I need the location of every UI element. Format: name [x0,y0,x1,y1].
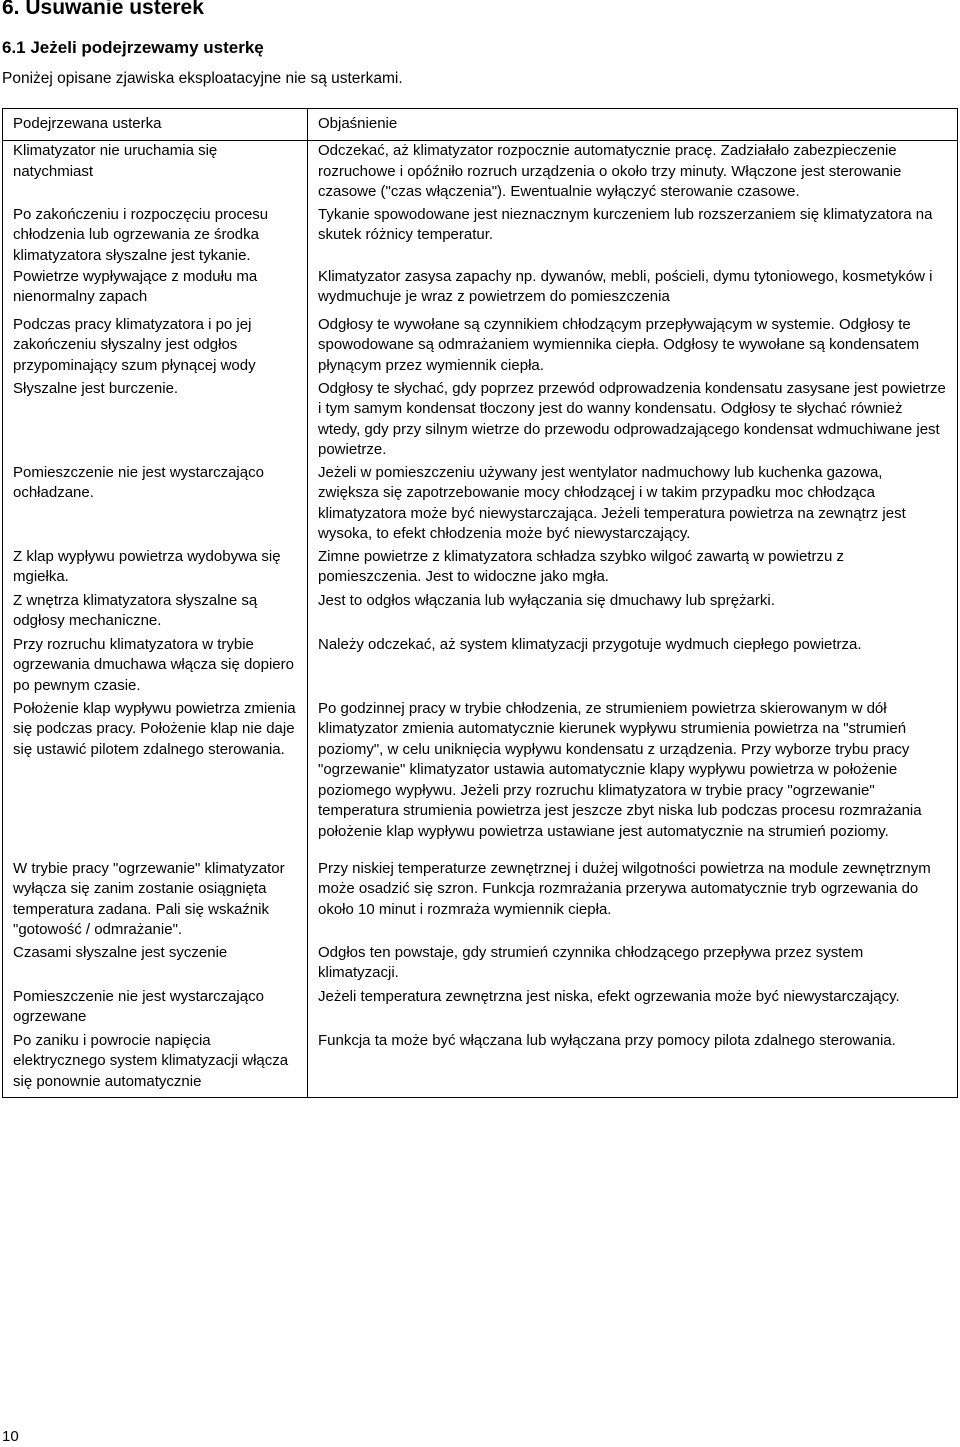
explanation-cell: Jest to odgłos włączania lub wyłączania się dmuchawy lub sprężarki. [318,591,775,609]
explanation-cell: Jeżeli temperatura zewnętrzna jest niska, efekt ogrzewania może być niewystarczający. [318,987,900,1005]
explanation-cell: Funkcja ta może być włączana lub wyłączana przy pomocy pilota zdalnego sterowania. [318,1031,896,1049]
table-row [3,943,958,987]
intro-text: Poniżej opisane zjawiska eksploatacyjne nie są usterkami. [2,70,403,87]
table-row [3,987,958,1031]
problem-cell: Pomieszczenie nie jest wystarczająco ogrzewane [3,987,308,1031]
explanation-cell: Tykanie spowodowane jest nieznacznym kurczeniem lub rozszerzaniem się klimatyzatora na skutek różnicy temperatur. [318,205,933,243]
column-header-explanation: Objaśnienie [308,109,958,141]
column-header-problem: Podejrzewana usterka [3,109,308,141]
explanation-cell: Przy niskiej temperaturze zewnętrznej i dużej wilgotności powietrza na module zewnętrznym może osadzić się szron. Funkcja rozmrażania przerywa automatycznie tryb ogrzewania do około 10 minut i rozmraża wymiennik ciepła. [318,859,931,918]
explanation-cell: Odczekać, aż klimatyzator rozpocznie automatycznie pracę. Zadziałało zabezpieczenie rozruchowe i opóźniło rozruch urządzenia o około trzy minuty. Włączone jest sterowanie czasowe ("czas włączenia"). Ewentualnie wyłączyć sterowanie czasowe. [318,142,902,200]
explanation-cell: Należy odczekać, aż system klimatyzacji przygotuje wydmuch ciepłego powietrza. [318,635,862,653]
explanation-cell: Odgłosy te wywołane są czynnikiem chłodzącym przepływającym w systemie. Odgłosy te spowodowane są odmrażaniem wymiennika ciepła. Odgłosy te wywołane są kondensatem płynącym przez wymiennik ciepła. [318,315,920,374]
subsection-heading: 6.1 Jeżeli podejrzewamy usterkę [2,38,264,57]
problem-cell: Klimatyzator nie uruchamia się natychmiast [3,141,308,205]
table-row [3,379,958,463]
table-row [3,859,958,943]
section-heading: 6. Usuwanie usterek [2,0,204,19]
table-row [3,1031,958,1098]
problem-cell: Pomieszczenie nie jest wystarczająco ochładzane. [3,463,308,547]
table-row [3,463,958,547]
explanation-cell: Zimne powietrze z klimatyzatora schładza szybko wilgoć zawartą w powietrzu z pomieszczenia. Jest to widoczne jako mgła. [318,547,845,585]
problem-cell: Po zaniku i powrocie napięcia elektrycznego system klimatyzacji włącza się ponownie automatycznie [3,1031,308,1098]
table-row [3,205,958,267]
table-row [3,635,958,699]
page-number: 10 [2,1428,19,1445]
explanation-cell: Odgłosy te słychać, gdy poprzez przewód odprowadzenia kondensatu zasysane jest powietrze i tym samym kondensat tłoczony jest do wanny kondensatu. Odgłosy te słychać również wtedy, gdy przy silnym wietrze do przewodu odprowadzającego kondensat wdmuchiwane jest powietrze. [318,379,946,458]
problem-cell: W trybie pracy "ogrzewanie" klimatyzator wyłącza się zanim zostanie osiągnięta temperatura zadana. Pali się wskaźnik "gotowość / odmrażanie". [3,859,308,943]
explanation-cell: Odgłos ten powstaje, gdy strumień czynnika chłodzącego przepływa przez system klimatyzacji. [318,943,864,981]
table-row [3,699,958,859]
table-row [3,267,958,315]
problem-cell: Po zakończeniu i rozpoczęciu procesu chłodzenia lub ogrzewania ze środka klimatyzatora słyszalne jest tykanie. [3,205,308,267]
problem-cell: Położenie klap wypływu powietrza zmienia się podczas pracy. Położenie klap nie daje się ustawić pilotem zdalnego sterowania. [3,699,308,859]
table-row [3,315,958,379]
table-header-row [3,109,958,141]
problem-cell: Czasami słyszalne jest syczenie [3,943,308,987]
problem-cell: Z klap wypływu powietrza wydobywa się mgiełka. [3,547,308,591]
problem-cell: Przy rozruchu klimatyzatora w trybie ogrzewania dmuchawa włącza się dopiero po pewnym czasie. [3,635,308,699]
explanation-cell: Klimatyzator zasysa zapachy np. dywanów, mebli, pościeli, dymu tytoniowego, kosmetyków i wydmuchuje je wraz z powietrzem do pomieszczenia [318,267,933,305]
troubleshooting-table [2,108,958,1098]
table-row [3,141,958,205]
problem-cell: Podczas pracy klimatyzatora i po jej zakończeniu słyszalny jest odgłos przypominający szum płynącej wody [3,315,308,379]
explanation-cell: Po godzinnej pracy w trybie chłodzenia, ze strumieniem powietrza skierowanym w dół klimatyzator zmienia automatycznie kierunek wypływu strumienia powietrza na "strumień poziomy", w celu uniknięcia wypływu kondensatu z urządzenia. Przy wyborze trybu pracy "ogrzewanie" klimatyzator ustawia automatycznie klapy wypływu powietrza w położenie poziomego wypływu. Jeżeli przy rozruchu klimatyzatora w trybie pracy "ogrzewanie" temperatura strumienia powietrza jest jeszcze zbyt niska lub podczas procesu rozmrażania położenie klap wypływu powietrza ustawiane jest automatycznie na strumień poziomy. [318,699,922,840]
table-row [3,547,958,591]
problem-cell: Słyszalne jest burczenie. [3,379,308,463]
table-row [3,591,958,635]
problem-cell: Powietrze wypływające z modułu ma nienormalny zapach [3,267,308,315]
problem-cell: Z wnętrza klimatyzatora słyszalne są odgłosy mechaniczne. [3,591,308,635]
explanation-cell: Jeżeli w pomieszczeniu używany jest wentylator nadmuchowy lub kuchenka gazowa, zwiększa się zapotrzebowanie mocy chłodzącej i w takim przypadku moc chłodząca klimatyzatora może być niewystarczająca. Jeżeli temperatura powietrza na zewnątrz jest wysoka, to efekt chłodzenia może być niewystarczający. [318,463,906,542]
